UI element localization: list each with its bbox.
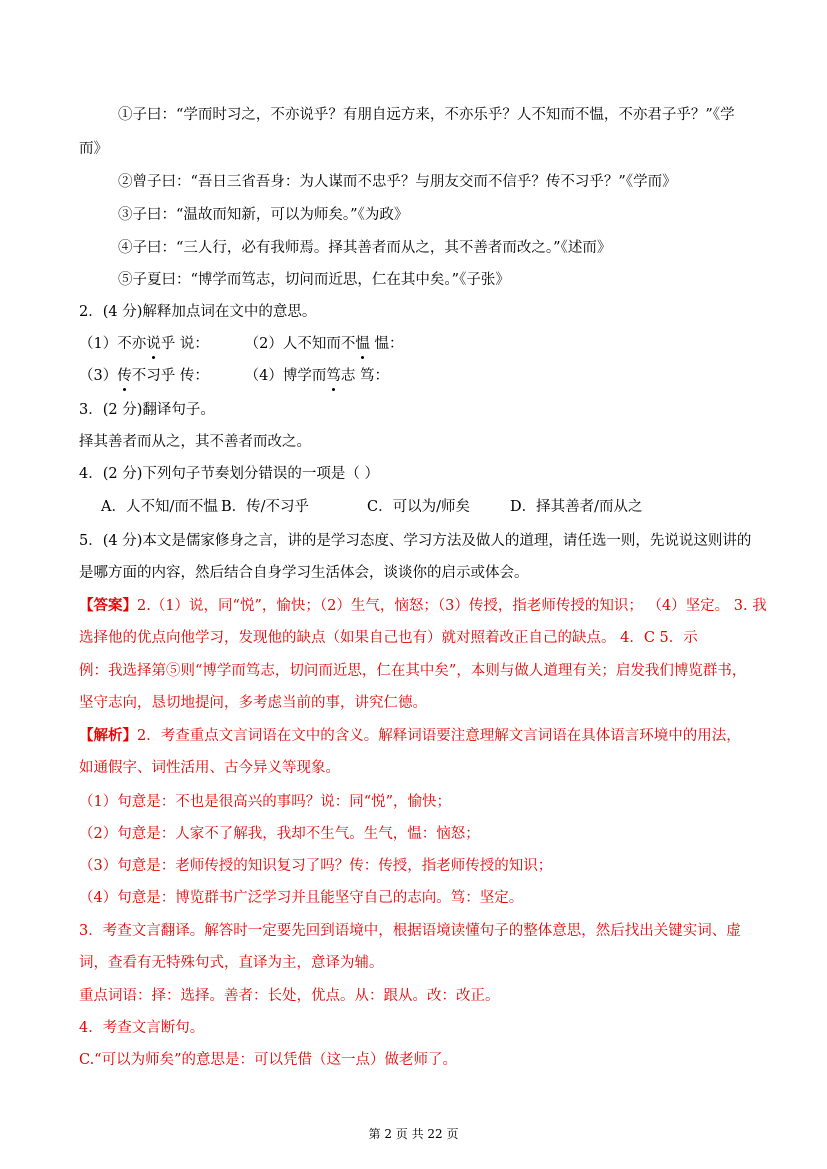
question-2-row-2 (79, 366, 389, 386)
passage-quote-1-line2: 而》 (79, 141, 108, 157)
analysis-item-3: （3）句意是：老师传授的知识复习了吗？传：传授，指老师传授的知识； (79, 858, 553, 874)
item-3-prefix: （3） (79, 368, 118, 384)
passage-quote-2: ②曾子曰：“吾日三省吾身：为人谋而不忠乎？与朋友交而不信乎？传不习乎？”《学而》 (118, 174, 677, 190)
passage-quote-5: ⑤子夏曰：“博学而笃志，切问而近思，仁在其中矣。”《子张》 (118, 272, 510, 288)
analysis-q4-line: 4．考查文言断句。 (79, 1020, 205, 1036)
question-4-options (101, 497, 643, 517)
item-1-prefix: （1）不亦 (79, 336, 147, 352)
answer-tag: 【答案】 (79, 597, 137, 614)
option-a: A．人不知/而不愠 (101, 499, 218, 515)
analysis-item-2: （2）句意是：人家不了解我，我却不生气。生气，愠：恼怒； (79, 826, 480, 842)
passage-quote-4: ④子曰：“三人行，必有我师焉。择其善者而从之，其不善者而改之。”《述而》 (118, 240, 612, 256)
passage-quote-1-line1: ①子曰：“学而时习之，不亦说乎？有朋自远方来，不亦乐乎？人不知而不愠，不亦君子乎？”《学 (118, 107, 735, 123)
question-2-title: 2．(4 分)解释加点词在文中的意思。 (79, 304, 317, 320)
item-3-suffix: 不习乎 传： (131, 368, 209, 384)
analysis-q3-key-words: 重点词语：择：选择。善者：长处，优点。从：跟从。改：改正。 (79, 988, 500, 1004)
analysis-q3-line1: 3．考查文言翻译。解答时一定要先回到语境中，根据语境读懂句子的整体意思，然后找出关键实词、虚 (79, 923, 741, 939)
answer-line3: 例：我选择第⑤则“博学而笃志，切问而近思，仁在其中矣”，本则与做人道理有关；启发我们博览群书， (79, 663, 747, 679)
analysis-q4-option-c: C.“可以为师矣”的意思是：可以凭借（这一点）做老师了。 (79, 1052, 458, 1068)
question-2-item-4 (245, 368, 389, 384)
analysis-item-4: （4）句意是：博览群书广泛学习并且能坚守自己的志向。笃：坚定。 (79, 890, 524, 906)
question-5-line1: 5．(4 分)本文是儒家修身之言，讲的是学习态度、学习方法及做人的道理，请任选一则，先说说这则讲的 (79, 533, 752, 549)
passage-quote-3: ③子曰：“温故而知新，可以为师矣。”《为政》 (118, 207, 409, 223)
question-2-item-1 (79, 334, 240, 354)
analysis-text-1: 2．考查重点文言词语在文中的含义。解释词语要注意理解文言词语在具体语言环境中的用法， (137, 728, 741, 744)
item-4-suffix: 志 笃： (340, 368, 389, 384)
item-1-suffix: 乎 说： (160, 336, 209, 352)
item-3-dotted-word: 传 (117, 368, 132, 384)
page-number: 第 2 页 共 22 页 (368, 1127, 459, 1141)
question-2-row-1 (79, 334, 403, 354)
answer-line4: 坚守志向，恳切地提问，多考虑当前的事，讲究仁德。 (79, 695, 427, 711)
analysis-line1 (79, 726, 741, 746)
option-d: D．择其善者/而从之 (510, 499, 643, 515)
question-3-title: 3．(2 分)翻译句子。 (79, 402, 215, 418)
analysis-item-1: （1）句意是：不也是很高兴的事吗？说：同“悦”，愉快； (79, 794, 452, 810)
question-2-item-2 (245, 336, 404, 352)
option-b: B．传/不习乎 (221, 499, 310, 515)
answer-line2: 选择他的优点向他学习，发现他的缺点（如果自己也有）就对照着改正自己的缺点。 4．C 5．示 (79, 630, 698, 646)
item-4-prefix: （4）博学而 (244, 368, 327, 384)
item-2-dotted-word: 愠 (355, 336, 370, 352)
item-2-prefix: （2）人不知而不 (244, 336, 356, 352)
option-c: C．可以为/师矣 (367, 499, 470, 515)
question-2-item-3 (79, 366, 240, 386)
analysis-tag: 【解析】 (79, 727, 137, 744)
question-4-title: 4．(2 分)下列句子节奏划分错误的一项是（ ） (79, 466, 379, 482)
item-1-dotted-word: 说 (146, 336, 161, 352)
question-3-sentence: 择其善者而从之，其不善者而改之。 (79, 434, 311, 450)
analysis-line2: 如通假字、词性活用、古今异义等现象。 (79, 760, 340, 776)
analysis-q3-line2: 词，查看有无特殊句式，直译为主，意译为辅。 (79, 955, 384, 971)
answer-text-1: 2.（1）说，同“悦”，愉快；（2）生气，恼怒；（3）传授，指老师传授的知识； （4）坚定。 3. 我 (137, 598, 767, 614)
item-2-suffix: 愠： (369, 336, 404, 352)
answer-line1 (79, 596, 767, 616)
question-5-line2: 是哪方面的内容，然后结合自身学习生活体会，谈谈你的启示或体会。 (79, 565, 529, 581)
item-4-dotted-word: 笃 (326, 368, 341, 384)
